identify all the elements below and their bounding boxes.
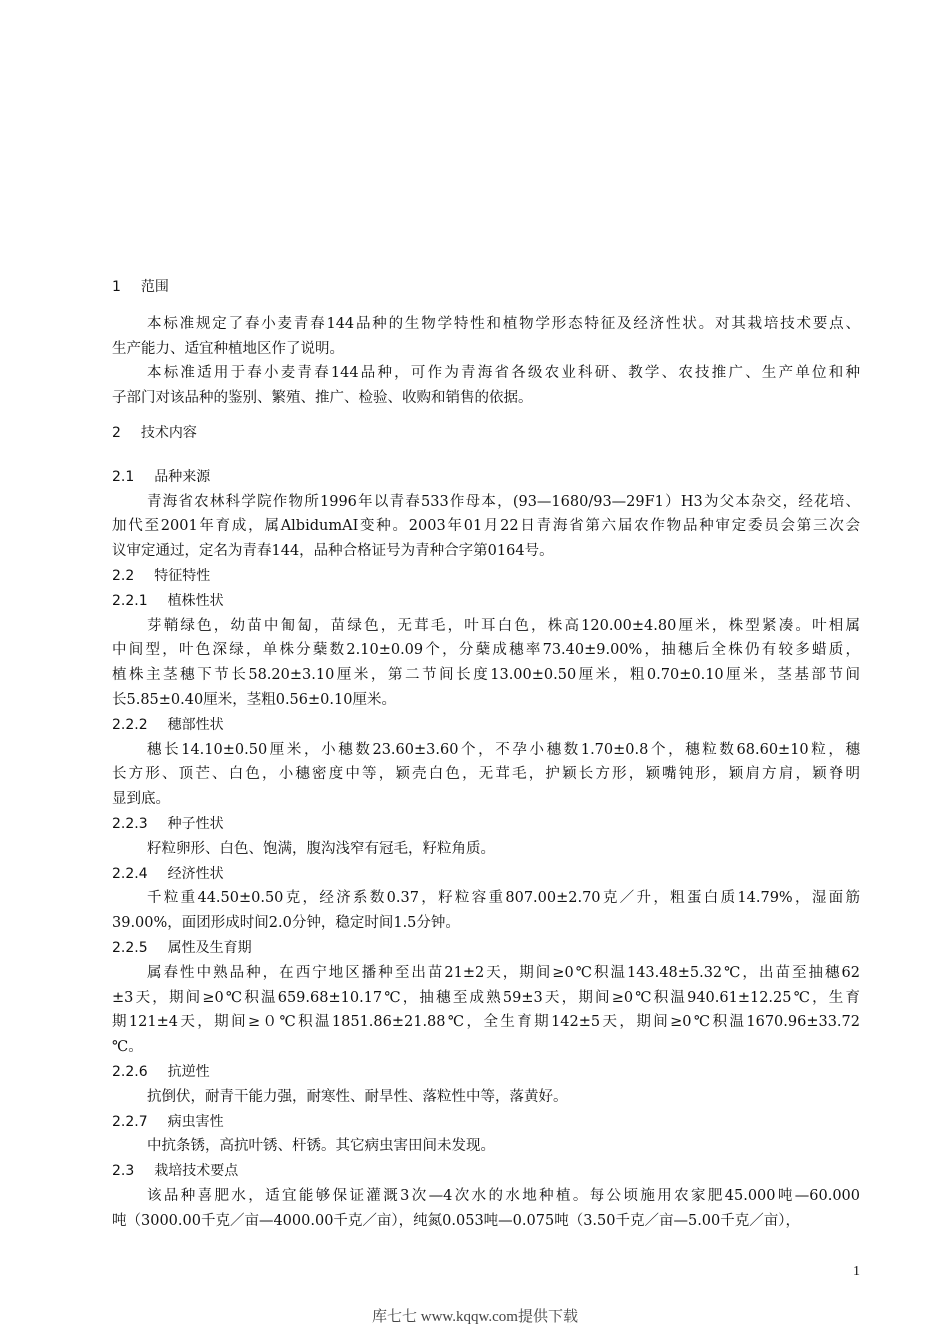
- text-line: 抗倒伏，耐青干能力强，耐寒性、耐旱性、落粒性中等，落黄好。: [147, 1088, 568, 1105]
- section-title: 种子性状: [167, 815, 224, 832]
- page-number: 1: [853, 1264, 860, 1279]
- section-heading: [112, 465, 860, 490]
- section-number: 2.2.1: [112, 592, 148, 609]
- paragraph: [112, 1134, 860, 1159]
- text-line: 期121±4天，期间≥０℃积温1851.86±21.88℃，全生育期142±5天，期间≥0℃积温1670.96±33.72: [112, 1014, 860, 1031]
- section-title: 技术内容: [140, 424, 197, 441]
- section-title: 抗逆性: [167, 1063, 210, 1080]
- section-title: 植株性状: [167, 592, 224, 609]
- text-line: 中间型，叶色深绿，单株分蘖数2.10±0.09个，分蘖成穗率73.40±9.00%，抽穗后全株仍有较多蜡质，: [112, 642, 860, 659]
- text-line: 生产能力、适宜种植地区作了说明。: [112, 340, 344, 357]
- section-number: 2.2.2: [112, 716, 148, 733]
- footer-watermark: 库七七 www.kqqw.com提供下载: [372, 1309, 578, 1325]
- section-number: 2.2.7: [112, 1113, 148, 1130]
- paragraph: [112, 490, 860, 564]
- section-number: 2: [112, 424, 121, 441]
- section-heading: [112, 713, 860, 738]
- text-line: 本标准规定了春小麦青春144品种的生物学特性和植物学形态特征及经济性状。对其栽培技术要点、: [147, 315, 860, 332]
- section-title: 品种来源: [154, 468, 211, 485]
- paragraph: [112, 312, 860, 362]
- section-heading: [112, 1110, 860, 1135]
- text-line: 该品种喜肥水，适宜能够保证灌溉3次—4次水的水地种植。每公顷施用农家肥45.000吨—60.000: [147, 1187, 860, 1204]
- section-number: 2.3: [112, 1163, 135, 1180]
- section-number: 2.2.3: [112, 815, 148, 832]
- section-number: 2.2: [112, 567, 135, 584]
- text-line: 议审定通过，定名为青春144，品种合格证号为青种合字第0164号。: [112, 543, 554, 560]
- paragraph: [112, 738, 860, 812]
- section-heading: [112, 1159, 860, 1184]
- text-line: 中抗条锈，高抗叶锈、杆锈。其它病虫害田间未发现。: [147, 1138, 495, 1155]
- text-line: 千粒重44.50±0.50克，经济系数0.37，籽粒容重807.00±2.70克／升，粗蛋白质14.79%，湿面筋: [147, 890, 860, 907]
- section-title: 经济性状: [167, 865, 224, 882]
- text-line: 长方形、顶芒、白色，小穗密度中等，颖壳白色，无茸毛，护颖长方形，颖嘴钝形，颖肩方肩，颖脊明: [112, 766, 860, 783]
- paragraph: [112, 837, 860, 862]
- text-line: 芽鞘绿色，幼苗中匍匐，苗绿色，无茸毛，叶耳白色，株高120.00±4.80厘米，株型紧凑。叶相属: [147, 617, 860, 634]
- section-heading: [112, 1060, 860, 1085]
- section-heading: [112, 589, 860, 614]
- paragraph: [112, 614, 860, 713]
- section-title: 属性及生育期: [167, 939, 252, 956]
- text-line: 植株主茎穗下节长58.20±3.10厘米，第二节间长度13.00±0.50厘米，粗0.70±0.10厘米，茎基部节间: [112, 667, 860, 684]
- paragraph: [112, 886, 860, 936]
- document-body: [112, 275, 860, 1233]
- text-line: ℃。: [112, 1039, 143, 1056]
- section-number: 1: [112, 279, 121, 295]
- section-number: 2.2.4: [112, 865, 148, 882]
- section-number: 2.2.6: [112, 1063, 148, 1080]
- section-heading: [112, 421, 860, 446]
- text-line: 长5.85±0.40厘米，茎粗0.56±0.10厘米。: [112, 691, 396, 708]
- section-title: 栽培技术要点: [154, 1163, 239, 1180]
- text-line: 39.00%，面团形成时间2.0分钟，稳定时间1.5分钟。: [112, 915, 460, 932]
- text-line: 加代至2001年育成，属AlbidumAI变种。2003年01月22日青海省第六届农作物品种审定委员会第三次会: [112, 518, 860, 535]
- section-title: 穗部性状: [167, 716, 224, 733]
- section-title: 病虫害性: [167, 1113, 224, 1130]
- paragraph: [112, 961, 860, 1060]
- text-line: 本标准适用于春小麦青春144品种，可作为青海省各级农业科研、教学、农技推广、生产单位和种: [147, 365, 860, 382]
- text-line: 吨（3000.00千克／亩—4000.00千克／亩），纯氮0.053吨—0.075吨（3.50千克／亩—5.00千克／亩），: [112, 1212, 801, 1229]
- text-line: 属春性中熟品种，在西宁地区播种至出苗21±2天，期间≥0℃积温143.48±5.32℃，出苗至抽穗62: [147, 964, 860, 981]
- paragraph: [112, 361, 860, 411]
- paragraph: [112, 1184, 860, 1234]
- section-heading: [112, 812, 860, 837]
- section-heading: [112, 275, 860, 300]
- text-line: 籽粒卵形、白色、饱满，腹沟浅窄有冠毛，籽粒角质。: [147, 840, 495, 857]
- section-number: 2.2.5: [112, 939, 148, 956]
- text-line: 穗长14.10±0.50厘米，小穗数23.60±3.60个，不孕小穗数1.70±0.8个，穗粒数68.60±10粒，穗: [147, 741, 860, 758]
- section-heading: [112, 862, 860, 887]
- text-line: 青海省农林科学院作物所1996年以青春533作母本，(93—1680/93—29F1）H3为父本杂交，经花培、: [147, 493, 860, 510]
- section-title: 特征特性: [154, 567, 211, 584]
- section-number: 2.1: [112, 468, 135, 485]
- section-heading: [112, 936, 860, 961]
- section-title: 范围: [140, 279, 169, 295]
- text-line: ±3天，期间≥0℃积温659.68±10.17℃，抽穗至成熟59±3天，期间≥0℃积温940.61±12.25℃，生育: [112, 989, 860, 1006]
- text-line: 子部门对该品种的鉴别、繁殖、推广、检验、收购和销售的依据。: [112, 390, 533, 407]
- text-line: 显到底。: [112, 791, 170, 808]
- paragraph: [112, 1085, 860, 1110]
- section-heading: [112, 564, 860, 589]
